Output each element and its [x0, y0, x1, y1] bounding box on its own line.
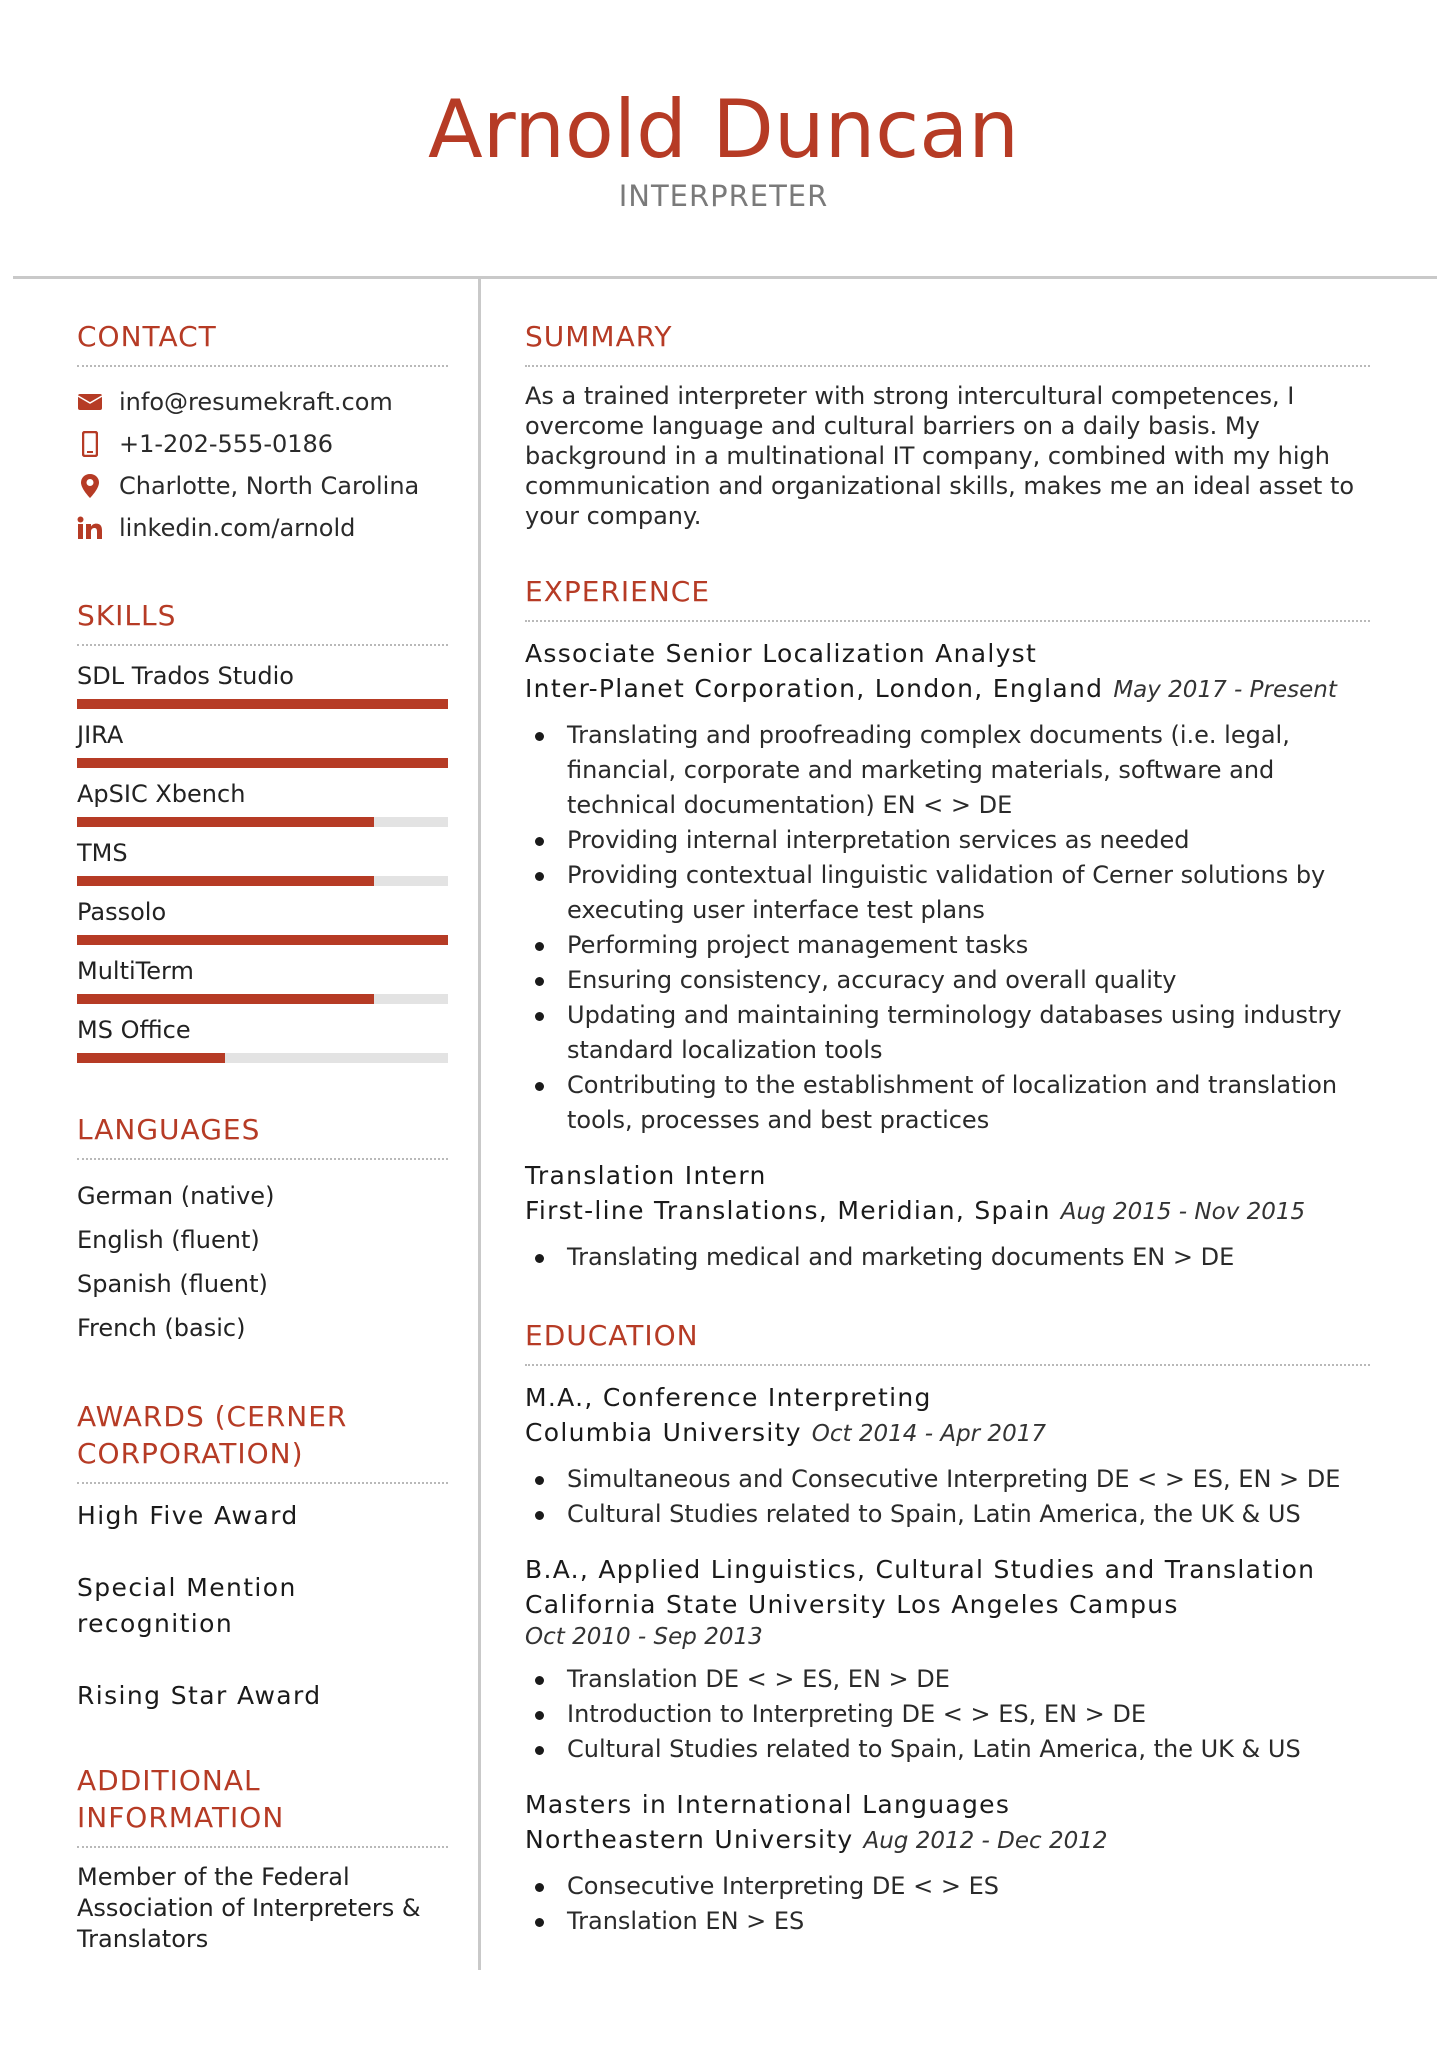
skill-bar: [77, 699, 448, 709]
skill-bar-fill: [77, 935, 448, 945]
bullet-item: Translating medical and marketing documents EN > DE: [525, 1240, 1370, 1275]
contact-linkedin-text[interactable]: linkedin.com/arnold: [119, 514, 356, 542]
school-line: [525, 1587, 1370, 1652]
job-role: INTERPRETER: [618, 179, 829, 213]
skill-item: [77, 837, 448, 886]
skill-name: ApSIC Xbench: [77, 780, 246, 808]
additional-info-text: Member of the Federal Association of Interpreters & Translators: [77, 1863, 421, 1953]
degree-title: M.A., Conference Interpreting: [525, 1383, 932, 1412]
job-entry: [525, 1158, 1370, 1275]
bullet-item: Ensuring consistency, accuracy and overall quality: [525, 963, 1370, 998]
bullet-item: Translation DE < > ES, EN > DE: [525, 1662, 1370, 1697]
job-title: Translation Intern: [525, 1161, 767, 1190]
contact-email-text[interactable]: info@resumekraft.com: [119, 388, 393, 416]
skill-bar: [77, 994, 448, 1004]
education-bullets: [525, 1662, 1370, 1767]
languages-section: [77, 1111, 448, 1350]
award-item: Rising Star Award: [77, 1681, 322, 1710]
education-dates: Oct 2014 - Apr 2017: [811, 1421, 1046, 1447]
experience-title: EXPERIENCE: [525, 573, 1370, 622]
awards-section: [77, 1398, 448, 1714]
skill-bar-fill: [77, 758, 448, 768]
skill-item: [77, 896, 448, 945]
job-title: Associate Senior Localization Analyst: [525, 639, 1038, 668]
degree-title: Masters in International Languages: [525, 1790, 1011, 1819]
school-name: California State University Los Angeles Campus: [525, 1590, 1179, 1619]
skill-bar: [77, 935, 448, 945]
additional-info-title: ADDITIONAL INFORMATION: [77, 1762, 448, 1848]
education-entry: [525, 1787, 1370, 1939]
languages-title: LANGUAGES: [77, 1111, 448, 1160]
skill-item: [77, 955, 448, 1004]
bullet-item: Translation EN > ES: [525, 1904, 1370, 1939]
skill-bar-fill: [77, 876, 374, 886]
bullet-item: Consecutive Interpreting DE < > ES: [525, 1869, 1370, 1904]
summary-title: SUMMARY: [525, 318, 1370, 367]
education-dates: Aug 2012 - Dec 2012: [863, 1828, 1108, 1854]
skill-name: SDL Trados Studio: [77, 662, 294, 690]
job-entry: [525, 636, 1370, 1138]
bullet-item: Contributing to the establishment of localization and translation tools, processes and best practices: [525, 1068, 1370, 1138]
header-divider: [13, 276, 1437, 279]
language-item: German (native): [77, 1182, 275, 1210]
candidate-name: Arnold Duncan: [427, 83, 1019, 176]
skill-item: [77, 660, 448, 709]
skill-bar-fill: [77, 1053, 225, 1063]
skill-bar-fill: [77, 699, 448, 709]
bullet-item: Providing contextual linguistic validation of Cerner solutions by executing user interface test plans: [525, 858, 1370, 928]
skills-section: [77, 597, 448, 1063]
awards-title: AWARDS (CERNER CORPORATION): [77, 1398, 448, 1484]
degree-title: B.A., Applied Linguistics, Cultural Studies and Translation: [525, 1555, 1316, 1584]
summary-text: As a trained interpreter with strong intercultural competences, I overcome language and cultural barriers on a daily basis. My background in a multinational IT company, combined with my high communication and organizational skills, makes me an ideal asset to your company.: [525, 382, 1355, 530]
bullet-item: Cultural Studies related to Spain, Latin America, the UK & US: [525, 1497, 1370, 1532]
education-bullets: [525, 1462, 1370, 1532]
summary-section: [525, 318, 1370, 531]
resume-header: [0, 0, 1447, 278]
experience-section: [525, 573, 1370, 1275]
bullet-item: Performing project management tasks: [525, 928, 1370, 963]
skill-bar: [77, 876, 448, 886]
contact-linkedin: [77, 507, 448, 549]
skill-item: [77, 1014, 448, 1063]
language-item: French (basic): [77, 1314, 246, 1342]
left-column: [77, 318, 448, 2003]
award-item: High Five Award: [77, 1501, 299, 1530]
school-line: [525, 1822, 1370, 1859]
education-section: [525, 1317, 1370, 1939]
linkedin-icon: [77, 515, 103, 541]
bullet-item: Introduction to Interpreting DE < > ES, EN > DE: [525, 1697, 1370, 1732]
bullet-item: Updating and maintaining terminology databases using industry standard localization tools: [525, 998, 1370, 1068]
right-column: [525, 318, 1370, 1981]
contact-phone-text[interactable]: +1-202-555-0186: [119, 430, 334, 458]
school-name: Northeastern University: [525, 1825, 854, 1854]
education-title: EDUCATION: [525, 1317, 1370, 1366]
contact-phone: [77, 423, 448, 465]
bullet-item: Providing internal interpretation services as needed: [525, 823, 1370, 858]
school-name: Columbia University: [525, 1418, 802, 1447]
skill-bar: [77, 817, 448, 827]
skill-bar: [77, 1053, 448, 1063]
education-bullets: [525, 1869, 1370, 1939]
school-line: [525, 1415, 1370, 1452]
award-item: Special Mention recognition: [77, 1573, 297, 1638]
language-item: Spanish (fluent): [77, 1270, 268, 1298]
job-employer-line: [525, 1193, 1370, 1230]
education-entry: [525, 1552, 1370, 1767]
skills-title: SKILLS: [77, 597, 448, 646]
contact-location: [77, 465, 448, 507]
education-dates: Oct 2010 - Sep 2013: [525, 1624, 763, 1650]
contact-section: [77, 318, 448, 549]
phone-icon: [77, 431, 103, 457]
job-employer: Inter-Planet Corporation, London, England: [525, 674, 1104, 703]
job-bullets: [525, 1240, 1370, 1275]
language-item: English (fluent): [77, 1226, 260, 1254]
job-dates: May 2017 - Present: [1113, 677, 1337, 703]
additional-info-section: [77, 1762, 448, 1955]
bullet-item: Simultaneous and Consecutive Interpreting DE < > ES, EN > DE: [525, 1462, 1370, 1497]
job-employer: First-line Translations, Meridian, Spain: [525, 1196, 1051, 1225]
contact-location-text: Charlotte, North Carolina: [119, 472, 420, 500]
bullet-item: Translating and proofreading complex documents (i.e. legal, financial, corporate and marketing materials, software and technical documentation) EN < > DE: [525, 718, 1370, 823]
job-employer-line: [525, 671, 1370, 708]
skill-name: MS Office: [77, 1016, 191, 1044]
skill-item: [77, 778, 448, 827]
job-dates: Aug 2015 - Nov 2015: [1060, 1199, 1306, 1225]
envelope-icon: [77, 389, 103, 415]
skill-name: TMS: [77, 839, 128, 867]
job-bullets: [525, 718, 1370, 1138]
skill-name: JIRA: [77, 721, 124, 749]
skill-name: Passolo: [77, 898, 167, 926]
skill-bar-fill: [77, 994, 374, 1004]
skill-item: [77, 719, 448, 768]
bullet-item: Cultural Studies related to Spain, Latin America, the UK & US: [525, 1732, 1370, 1767]
skill-name: MultiTerm: [77, 957, 194, 985]
contact-title: CONTACT: [77, 318, 448, 367]
education-entry: [525, 1380, 1370, 1532]
location-pin-icon: [77, 473, 103, 499]
contact-email: [77, 381, 448, 423]
skill-bar: [77, 758, 448, 768]
column-divider: [478, 279, 481, 1970]
skill-bar-fill: [77, 817, 374, 827]
